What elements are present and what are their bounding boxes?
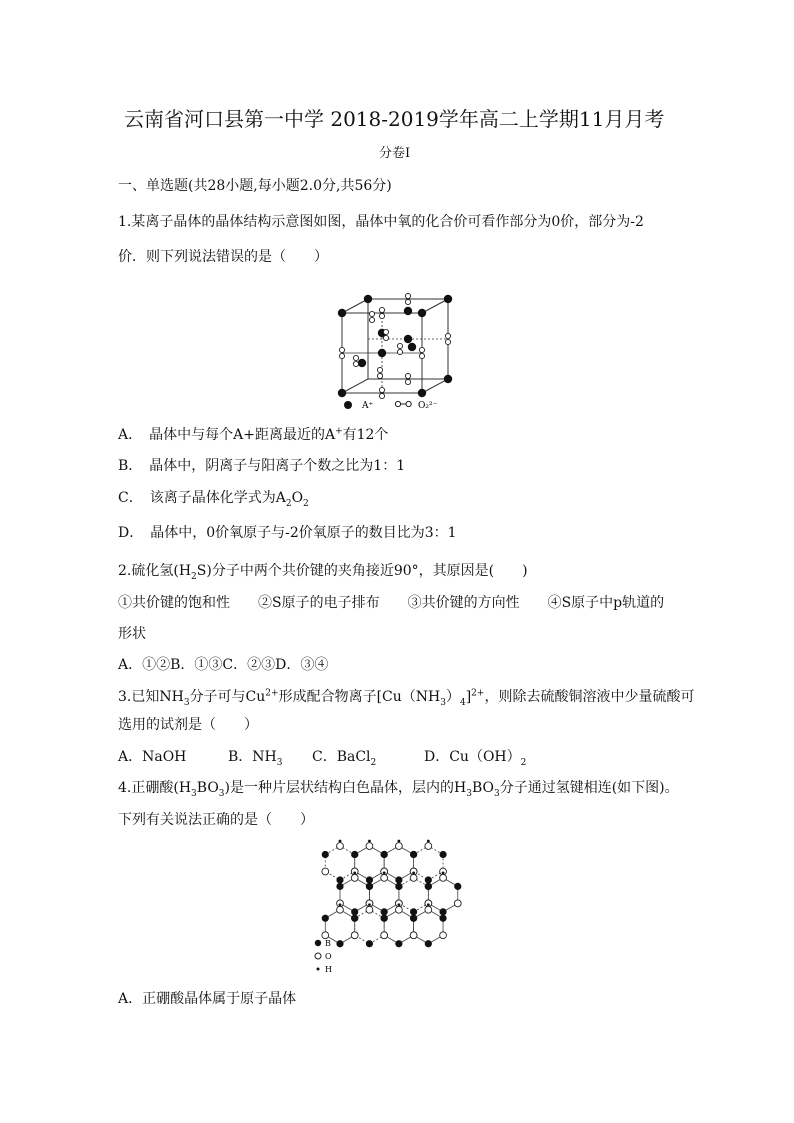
q4-stem-line1: 4.正硼酸$(H_3BO_3)$是一种片层状结构白色晶体，层内的$H_3BO_3$分子通过氢键相连(如下图)。 [118, 780, 679, 799]
q3-option-c: C．BaCl$_2$ [312, 749, 377, 768]
hexagon-ring [414, 910, 443, 944]
anion-atom [419, 347, 424, 352]
hydrogen-atom [397, 903, 400, 906]
cation-atom [338, 389, 346, 397]
hexagon-ring [340, 878, 369, 912]
boron-atom [410, 915, 417, 922]
oxygen-atom [454, 900, 461, 907]
anion-atom [369, 311, 374, 316]
boron-atom [439, 908, 446, 915]
cation-atom [364, 295, 372, 303]
hexagon-ring [384, 910, 413, 944]
q1-crystal-structure-figure [330, 285, 460, 415]
q1-stem-line2: 价．则下列说法错误的是（ ） [118, 249, 328, 265]
hydrogen-atom [427, 903, 430, 906]
oxygen-atom [381, 874, 388, 881]
cation-atom [338, 309, 346, 317]
q4-stem-line2: 下列有关说法正确的是（ ） [118, 812, 314, 828]
cation-atom [418, 389, 426, 397]
q3-stem-line2: 选用的试剂是（ ） [118, 717, 258, 733]
oxygen-atom [366, 906, 373, 913]
anion-atom [379, 313, 384, 318]
oxygen-atom [351, 932, 358, 939]
boron-atom [425, 940, 432, 947]
q1-stem-line1: 1.某离子晶体的晶体结构示意图如图，晶体中氧的化合价可看作部分为0价，部分为-2 [118, 214, 644, 230]
legend-hydrogen-marker [317, 968, 320, 971]
oxygen-atom [381, 932, 388, 939]
anion-atom [405, 373, 410, 378]
anion-atom [445, 339, 450, 344]
anion-atom [353, 361, 358, 366]
hexagon-ring [355, 910, 384, 944]
cube-edge [422, 379, 448, 393]
cation-atom [378, 349, 386, 357]
boron-atom [351, 851, 358, 858]
q1-option-c: C． 该离子晶体化学式为$A_2O_2$ [118, 490, 309, 509]
hexagon-ring [384, 846, 413, 880]
oxygen-atom [440, 932, 447, 939]
hydrogen-atom [339, 903, 342, 906]
oxygen-atom [351, 874, 358, 881]
hexagon-ring [399, 878, 428, 912]
boron-atom [381, 851, 388, 858]
legend-boron-marker [315, 940, 321, 946]
anion-atom [339, 347, 344, 352]
hydrogen-atom [427, 840, 430, 843]
boron-atom [395, 883, 402, 890]
section-label: 分卷I [379, 146, 411, 161]
oxygen-atom [322, 868, 329, 875]
anion-atom [397, 349, 402, 354]
page-title: 云南省河口县第一中学 2018-2019学年高二上学期11月月考 [124, 107, 665, 131]
anion-atom [419, 353, 424, 358]
hexagon-ring [355, 846, 384, 880]
anion-atom [379, 307, 384, 312]
hexagon-ring [325, 846, 354, 880]
oxygen-atom [410, 932, 417, 939]
hydrogen-atom [442, 871, 445, 874]
boron-atom [381, 915, 388, 922]
anion-atom [405, 299, 410, 304]
anion-atom [405, 293, 410, 298]
hexagon-ring [369, 878, 398, 912]
boron-atom [351, 908, 358, 915]
oxygen-atom [322, 932, 329, 939]
boron-atom [336, 883, 343, 890]
anion-atom [397, 343, 402, 348]
hydrogen-atom [383, 871, 386, 874]
q2-choices-line1: ①共价键的饱和性 ②S原子的电子排布 ③共价键的方向性 ④S原子中p轨道的 [118, 595, 665, 611]
boron-atom [351, 915, 358, 922]
hexagon-ring [428, 878, 457, 912]
q2-choices-line2: 形状 [118, 626, 146, 642]
cube-edge [342, 379, 368, 393]
boron-atom [439, 851, 446, 858]
boron-atom [322, 915, 329, 922]
boron-atom [395, 940, 402, 947]
oxygen-atom [440, 874, 447, 881]
anion-atom [369, 317, 374, 322]
oxygen-atom [425, 843, 432, 850]
anion-atom [379, 387, 384, 392]
cation-atom [404, 335, 412, 343]
part1-heading: 一、单选题(共28小题,每小题2.0分,共56分) [118, 178, 392, 194]
hydrogen-atom [412, 871, 415, 874]
boron-atom [336, 940, 343, 947]
anion-atom [383, 329, 388, 334]
legend-anion-marker [406, 401, 411, 406]
oxygen-atom [395, 843, 402, 850]
boron-atom [336, 876, 343, 883]
q1-option-a: A． 晶体中与每个A+距离最近的A+有12个 [118, 426, 389, 443]
legend-o-label: O [325, 952, 332, 961]
oxygen-atom [395, 906, 402, 913]
oxygen-atom [366, 843, 373, 850]
legend-oxygen-marker [315, 953, 321, 959]
cation-atom [418, 309, 426, 317]
legend-cation-marker [344, 401, 352, 409]
q4-option-a: A．正硼酸晶体属于原子晶体 [118, 991, 297, 1007]
anion-atom [383, 335, 388, 340]
q3-option-d: D．$Cu(OH)_2$ [424, 749, 527, 768]
boron-atom [439, 915, 446, 922]
q1-option-d: D． 晶体中，0价氧原子与-2价氧原子的数目比为3：1 [118, 525, 457, 541]
legend-b-label: B [325, 939, 331, 948]
q3-option-a: A．NaOH [118, 749, 187, 765]
boron-atom [366, 883, 373, 890]
boron-atom [410, 851, 417, 858]
cation-atom [358, 359, 366, 367]
cube-edge [342, 299, 368, 313]
q1-option-b: B． 晶体中，阴离子与阳离子个数之比为1：1 [118, 458, 406, 474]
boron-atom [366, 940, 373, 947]
cation-atom [404, 307, 412, 315]
hexagon-ring [414, 846, 443, 880]
hydrogen-atom [368, 840, 371, 843]
boron-atom [425, 883, 432, 890]
cube-edge [422, 299, 448, 313]
q3-option-b: B．$NH_3$ [228, 749, 283, 768]
hydrogen-atom [368, 903, 371, 906]
q4-boric-acid-layer-figure [310, 835, 490, 980]
anion-atom [377, 373, 382, 378]
legend-anion-marker [395, 401, 400, 406]
q2-stem: 2.硫化氢$(H_2S)$分子中两个共价键的夹角接近90°，其原因是( ) [118, 563, 528, 582]
boron-atom [381, 908, 388, 915]
anion-atom [339, 353, 344, 358]
legend-cation-label: A⁺ [362, 401, 374, 411]
oxygen-atom [410, 874, 417, 881]
boron-atom [322, 851, 329, 858]
cation-atom [444, 295, 452, 303]
anion-atom [379, 393, 384, 398]
boron-atom [395, 876, 402, 883]
boron-atom [366, 876, 373, 883]
hydrogen-atom [397, 840, 400, 843]
oxygen-atom [337, 843, 344, 850]
boron-atom [425, 876, 432, 883]
boron-atom [454, 883, 461, 890]
q2-options: A．①②B．①③C．②③D．③④ [118, 657, 329, 673]
anion-atom [377, 367, 382, 372]
cation-atom [444, 375, 452, 383]
anion-atom [405, 379, 410, 384]
boron-atom [410, 908, 417, 915]
anion-atom [353, 355, 358, 360]
oxygen-atom [337, 906, 344, 913]
legend-anion-label: O₂²⁻ [418, 401, 438, 411]
cation-atom [408, 343, 416, 351]
legend-h-label: H [325, 965, 332, 974]
hydrogen-atom [353, 871, 356, 874]
hydrogen-atom [339, 840, 342, 843]
q3-stem-line1: 3.已知$NH_3$分子可与$Cu^{2+}$形成配合物离子$[Cu(NH_3)_4]^{2+}$，则除去硫酸铜溶液中少量硫酸可 [118, 688, 695, 708]
anion-atom [445, 333, 450, 338]
oxygen-atom [425, 906, 432, 913]
